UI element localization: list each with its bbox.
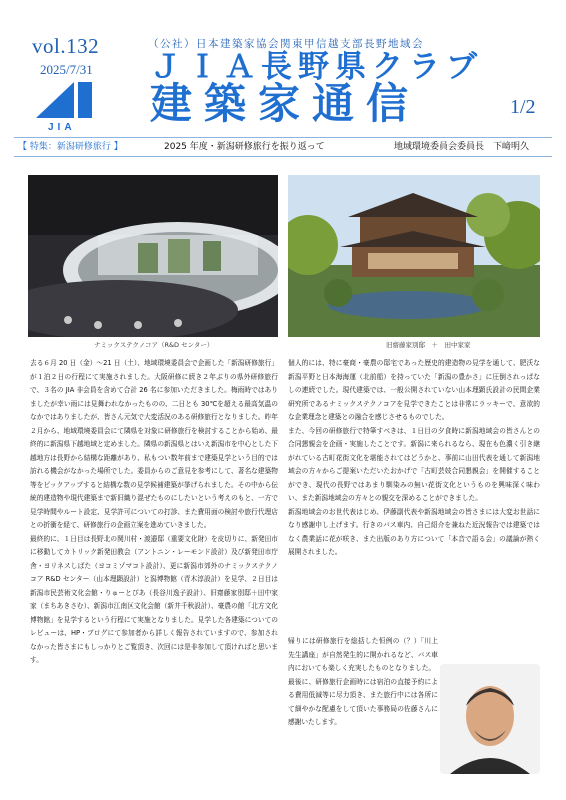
former-saito-villa-photo — [288, 175, 540, 337]
photo-caption-left: ナミックステクノコア（R&D センター） — [94, 341, 214, 349]
namics-techno-core-photo — [28, 175, 278, 337]
paragraph: 新潟地域会のお世代表はじめ、伊藤副代表や新潟地域会の皆さまには大変お世話になり感謝申し上げます。行きのバス車内、自己紹介を兼ねた近況報告では建築ではなく農業話に花が咲き、また出版のあり方について「本音で語る会」の議論が熱く展開されました。 — [288, 507, 540, 556]
paragraph: 個人的には、特に豪商・豪農の邸宅であった歴史的建造物の見学を通して、肥沃な新潟平野と日本海海運（北前船）を持っていた「新潟の豊かさ」に圧倒されっぱなしの連続でした。現代建築では、一般公開されていない山本理顕氏設計の民間企業研究所であるナミックステクノコアを見学できたことは非常にラッキーで、意欲的な企業理念と建築との融合を感じさせるものでした。 — [288, 359, 540, 421]
feature-bar — [14, 137, 552, 157]
newsletter-title: 建築家通信 — [150, 79, 421, 128]
paragraph: 帰りには研修旅行を総括した恒例の（？）「川上先生講座」が自然発生的に開かれるなど、バス車内においても楽しく充実したものとなりました。 — [288, 637, 438, 672]
article-headline: 2025 年度・新潟研修旅行を振り返って — [164, 142, 325, 152]
jia-logo — [34, 80, 94, 132]
feature-tag: 【 特集：新潟研修旅行 】 — [18, 142, 123, 152]
issue-date: 2025/7/31 — [40, 62, 93, 77]
photo-caption-right: 旧齋藤家別邸 ＋ 田中家家 — [386, 341, 471, 349]
volume-number: vol.132 — [32, 34, 100, 58]
paragraph: 最後に、研修旅行企画時には宿泊の直接予約による費用低減等に尽力頂き、また旅行中には各所にて細やかな配慮をして頂いた事務局の佐藤さんに感謝いたします。 — [288, 677, 438, 726]
association-name: （公社）日本建築家協会関東甲信越支部長野地域会 — [148, 38, 424, 50]
paragraph: また、今回の研修旅行で特筆すべきは、１日目の夕食時に新潟地域会の皆さんとの合同懇親会を企画・実施したことです。新潟に来られるなら、現在も色濃く引き継がれている古町花街文化を堪能されてはどうかと、事前に山田代表を通して新潟地域会の方々からご提案いただいたおかげで「古町芸妓合同懇親会」を開催することができ、現代の長野ではあまり馴染みの無い花街文化というものを興味深く味わい、また新潟地域会の方々との親交を深めることができました。 — [288, 426, 540, 502]
logo-text: JIA — [48, 122, 76, 132]
club-title: ＪＩＡ長野県クラブ — [150, 49, 483, 85]
article-column-2 — [288, 357, 540, 560]
page-number: 1/2 — [510, 96, 536, 118]
author-portrait — [440, 664, 540, 774]
article-column-3 — [288, 635, 438, 730]
paragraph: 最終的に、１日目は長野北の関川村・渡邉邸（重要文化財）を皮切りに、新発田市に移動してカトリック新発田教会（アントニン・レーモンド設計）及び新発田市庁舎・ヨリネスしばた（ヨコミゾマコト設計）、更に新潟市郊外のナミックステクノコア R&D センター（山本理顕設計）と潟博物館（青木淳設計）を見学、２日目は新潟市民芸術文化会館・りゅーとぴあ（長谷川逸子設計）、旧齋藤家別邸＋田中家家（まちあきさむ）、新潟市江南区文化会館（新井千秋設計）、豪農の館「北方文化博物館」を見学するという行程にて実施となりました。見学した各建築についてのレビューは、HP・ブログにて参加者から詳しく報告されていますので、参加されなかった皆さまにもしっかりとご覧頂き、次回には是非参加して頂ければと思います。 — [30, 534, 278, 664]
article-column-1 — [30, 357, 278, 668]
article-author: 地域環境委員会委員長 下﨑明久 — [394, 142, 530, 152]
paragraph: 去る６月 20 日（金）～21 日（土）、地域環境委員会で企画した「新潟研修旅行」が１泊２日の行程にて実施されました。大阪研修に続き２年ぶりの県外研修旅行で、３名の JIA 非会員を含めて合計 26 名に参加いただきました。梅雨時ではありましたが幸い雨には見舞われなかったものの、二日とも 30℃を超える最高気温のなかではありましたが、皆さん元気で大変活況のある研修旅行となりました。昨年２月から、地域環境委員会にて隣県を対象に研修旅行を検討することから始め、最終的に新潟県下越地域と定めました。隣県の新潟県とはいえ新潟市を中心とした下越地方は長野から結構な距離があり、私もつい数年前まで建築見学という目的では訪れる機会がなかった場所でした。委員からのご意見を参考にして、著名な建築物等をピックアップすると結構な数の見学候補建築が挙げられました。その中から伝統的建造物や現代建築まで新旧織り混ぜたものにしたいという考えのもと、一方で見学時間やルート設定、見学許可についての打診、また費用面の検討や旅行代理店との折衝を経て、研修旅行の企画立案を進めていきました。 — [30, 359, 278, 529]
